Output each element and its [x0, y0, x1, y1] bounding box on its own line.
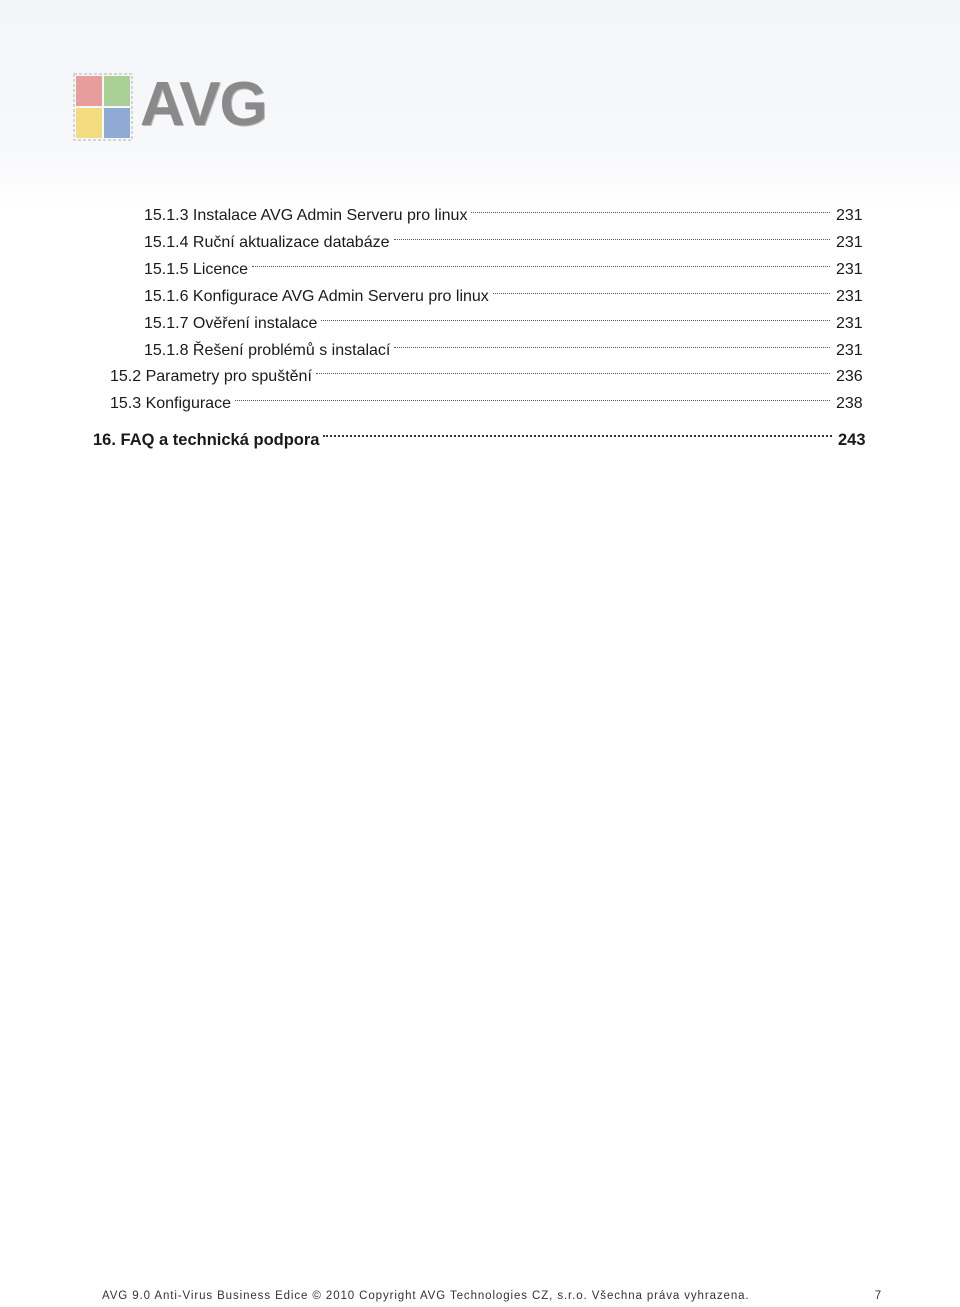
toc-entry-page: 236	[836, 368, 863, 385]
toc-leader-dots	[252, 266, 830, 267]
toc-entry-label: 15.1.8 Řešení problémů s instalací	[144, 342, 391, 359]
toc-entry[interactable]	[110, 394, 868, 414]
toc-entry-page: 231	[836, 207, 863, 224]
toc-entry-label: 16. FAQ a technická podpora	[93, 431, 320, 449]
toc-leader-dots	[316, 373, 830, 374]
toc-entry-label: 15.1.7 Ověření instalace	[144, 315, 318, 332]
toc-chapter-entry[interactable]	[93, 430, 870, 450]
toc-entry[interactable]	[144, 341, 868, 361]
toc-entry-page: 231	[836, 315, 863, 332]
toc-entry[interactable]	[144, 206, 868, 226]
toc-leader-dots	[471, 212, 830, 213]
toc-entry-label: 15.2 Parametry pro spuštění	[110, 368, 312, 385]
avg-logo	[72, 70, 267, 144]
toc-entry-page: 231	[836, 234, 863, 251]
toc-entry-page: 243	[838, 431, 866, 449]
toc-entry-label: 15.1.6 Konfigurace AVG Admin Serveru pro linux	[144, 288, 489, 305]
footer-page-number: 7	[874, 1290, 882, 1302]
toc-leader-dots	[321, 320, 830, 321]
toc-entry-page: 238	[836, 395, 863, 412]
page-footer	[102, 1290, 882, 1302]
toc-entry-label: 15.3 Konfigurace	[110, 395, 231, 412]
toc-leader-dots	[394, 347, 830, 348]
toc-leader-dots	[493, 293, 830, 294]
toc-entry[interactable]	[144, 260, 868, 280]
toc-entry-page: 231	[836, 342, 863, 359]
toc-leader-dots	[394, 239, 831, 240]
toc-entry[interactable]	[144, 233, 868, 253]
toc-leader-dots	[323, 435, 832, 437]
avg-four-color-flag-icon	[72, 72, 134, 142]
header-band	[0, 0, 960, 210]
toc-entry-label: 15.1.5 Licence	[144, 261, 249, 278]
toc-entry-page: 231	[836, 288, 863, 305]
toc-entry-page: 231	[836, 261, 863, 278]
toc-entry[interactable]	[110, 367, 868, 387]
logo-wordmark: AVG	[140, 70, 267, 139]
toc-entry-label: 15.1.3 Instalace AVG Admin Serveru pro linux	[144, 207, 468, 224]
toc-entry[interactable]	[144, 314, 868, 334]
footer-copyright: AVG 9.0 Anti-Virus Business Edice © 2010 Copyright AVG Technologies CZ, s.r.o. Všechna práva vyhrazena.	[102, 1290, 750, 1302]
toc-entry[interactable]	[144, 287, 868, 307]
toc-leader-dots	[235, 400, 830, 401]
toc-entry-label: 15.1.4 Ruční aktualizace databáze	[144, 234, 390, 251]
